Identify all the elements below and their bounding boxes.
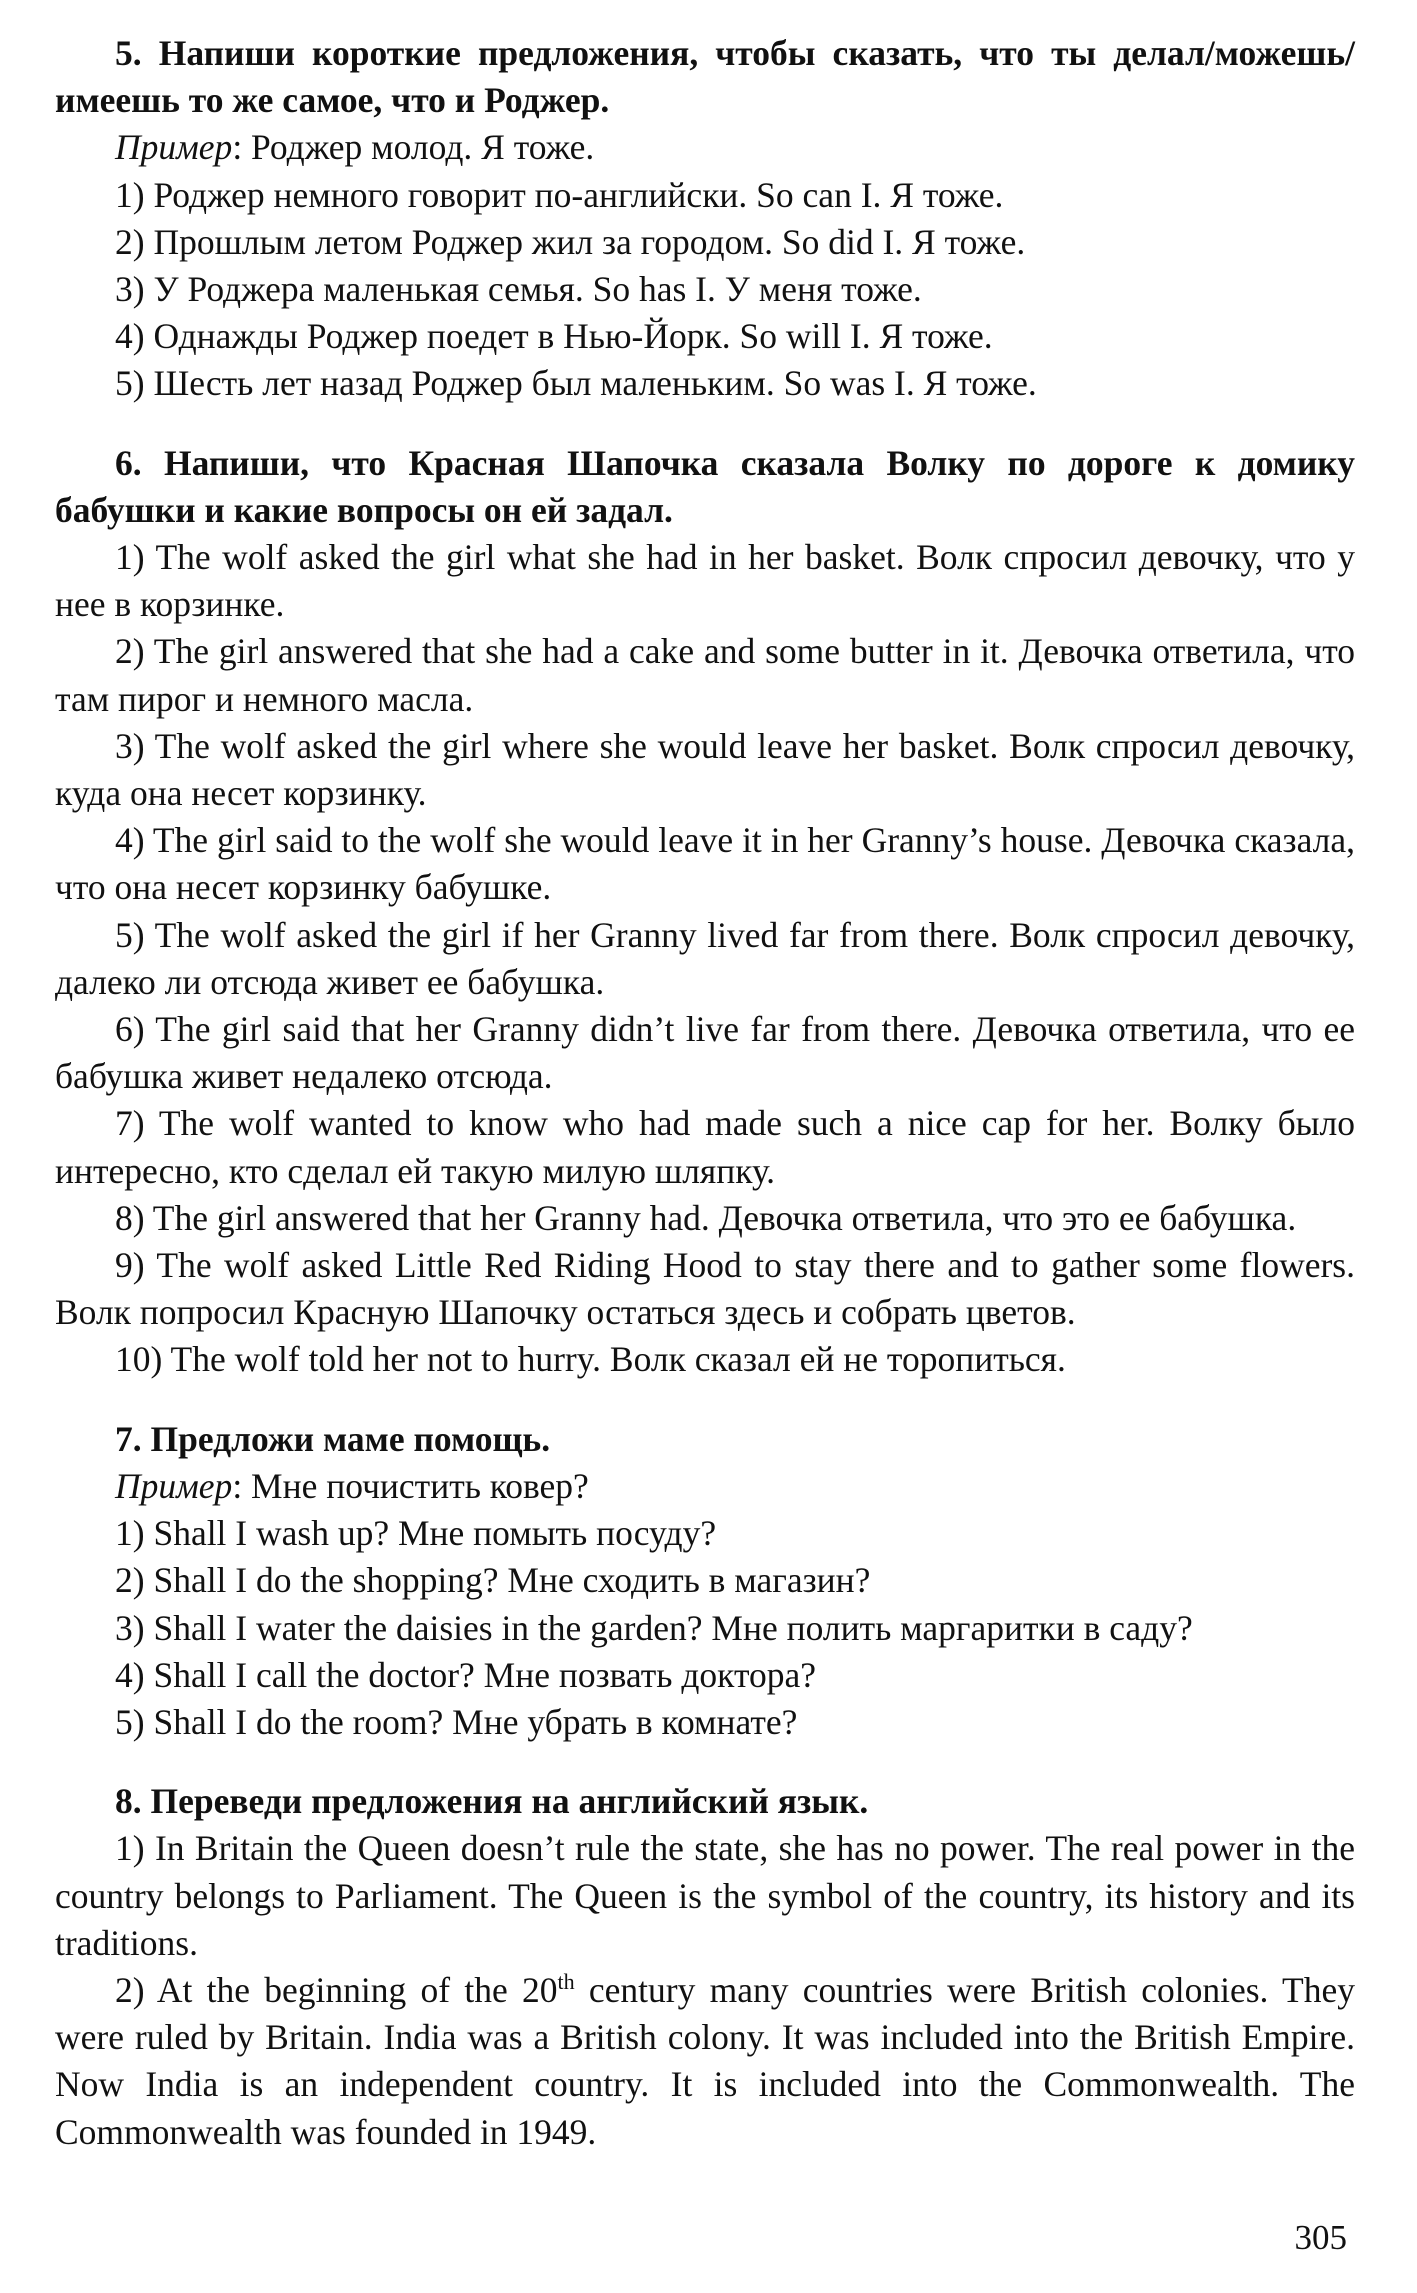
- list-item: 3) У Роджера маленькая семья. So has I. У меня тоже.: [115, 269, 922, 310]
- list-item: 6) The girl said that her Granny didn’t live far from there. Девочка ответила, что ее бабушка живет недалеко отсюда.: [55, 1009, 1355, 1097]
- ordinal-suffix: th: [557, 1969, 575, 1995]
- list-item: 2) Прошлым летом Роджер жил за городом. So did I. Я тоже.: [115, 221, 1026, 262]
- list-item: 2) The girl answered that she had a cake and some butter in it. Девочка ответила, что там пирог и немного масла.: [55, 631, 1355, 719]
- list-item: 1) The wolf asked the girl what she had in her basket. Волк спросил девочку, что у нее в корзинке.: [55, 537, 1355, 625]
- list-item: 1) Shall I wash up? Мне помыть посуду?: [115, 1513, 717, 1554]
- item-text-before: 2) At the beginning of the 20: [115, 1969, 558, 2010]
- exercise-8: [55, 1778, 1355, 2156]
- page-number: 305: [1294, 2218, 1347, 2257]
- list-item: 4) Shall I call the doctor? Мне позвать доктора?: [115, 1654, 817, 1695]
- example-label: Пример: [115, 1465, 233, 1506]
- list-item: 1) Роджер немного говорит по-английски. So can I. Я тоже.: [115, 174, 1004, 215]
- exercise-heading: 6. Напиши, что Красная Шапочка сказала Волку по дороге к домику бабушки и какие вопросы он ей задал.: [55, 442, 1355, 530]
- list-item: 3) Shall I water the daisies in the garden? Мне полить маргаритки в саду?: [115, 1607, 1193, 1648]
- exercise-heading: 8. Переведи предложения на английский язык.: [115, 1781, 869, 1822]
- example-text: : Роджер молод. Я тоже.: [232, 127, 595, 168]
- exercise-heading: 7. Предложи маме помощь.: [115, 1418, 551, 1459]
- list-item: 9) The wolf asked Little Red Riding Hood to stay there and to gather some flowers. Волк попросил Красную Шапочку остаться здесь и собрать цветов.: [55, 1245, 1355, 1333]
- exercise-5: [55, 30, 1355, 408]
- exercise-heading: 5. Напиши короткие предложения, чтобы сказать, что ты делал/можешь/имеешь то же самое, что и Роджер.: [55, 33, 1355, 121]
- exercise-6: [55, 440, 1355, 1384]
- list-item: 5) Shall I do the room? Мне убрать в комнате?: [115, 1701, 798, 1742]
- list-item: 5) The wolf asked the girl if her Granny lived far from there. Волк спросил девочку, далеко ли отсюда живет ее бабушка.: [55, 914, 1355, 1002]
- example-line: [55, 124, 1355, 171]
- item-text-after: century many countries were British colonies. They were ruled by Britain. India was a British colony. It was included into the British Empire. Now India is an independent country. It is included into the Commonwealth. The Commonwealth was founded in 1949.: [55, 1969, 1355, 2152]
- example-label: Пример: [115, 127, 233, 168]
- exercise-7: [55, 1416, 1355, 1746]
- list-item: 8) The girl answered that her Granny had. Девочка ответила, что это ее бабушка.: [115, 1197, 1297, 1238]
- list-item: 5) Шесть лет назад Роджер был маленьким. So was I. Я тоже.: [115, 363, 1037, 404]
- page-content: [55, 30, 1355, 2156]
- list-item: 3) The wolf asked the girl where she would leave her basket. Волк спросил девочку, куда она несет корзинку.: [55, 725, 1355, 814]
- list-item: 10) The wolf told her not to hurry. Волк сказал ей не торопиться.: [115, 1339, 1066, 1380]
- example-text: : Мне почистить ковер?: [232, 1465, 589, 1506]
- example-line: [55, 1463, 1355, 1510]
- list-item: 7) The wolf wanted to know who had made such a nice cap for her. Волку было интересно, кто сделал ей такую милую шляпку.: [55, 1103, 1355, 1191]
- list-item: 2) Shall I do the shopping? Мне сходить в магазин?: [115, 1560, 871, 1601]
- list-item: 4) Однажды Роджер поедет в Нью-Йорк. So will I. Я тоже.: [115, 316, 993, 357]
- list-item: [55, 1967, 1355, 2156]
- list-item: 4) The girl said to the wolf she would leave it in her Granny’s house. Девочка сказала, что она несет корзинку бабушке.: [55, 820, 1355, 908]
- list-item: 1) In Britain the Queen doesn’t rule the state, she has no power. The real power in the country belongs to Parliament. The Queen is the symbol of the country, its history and its traditions.: [55, 1828, 1355, 1963]
